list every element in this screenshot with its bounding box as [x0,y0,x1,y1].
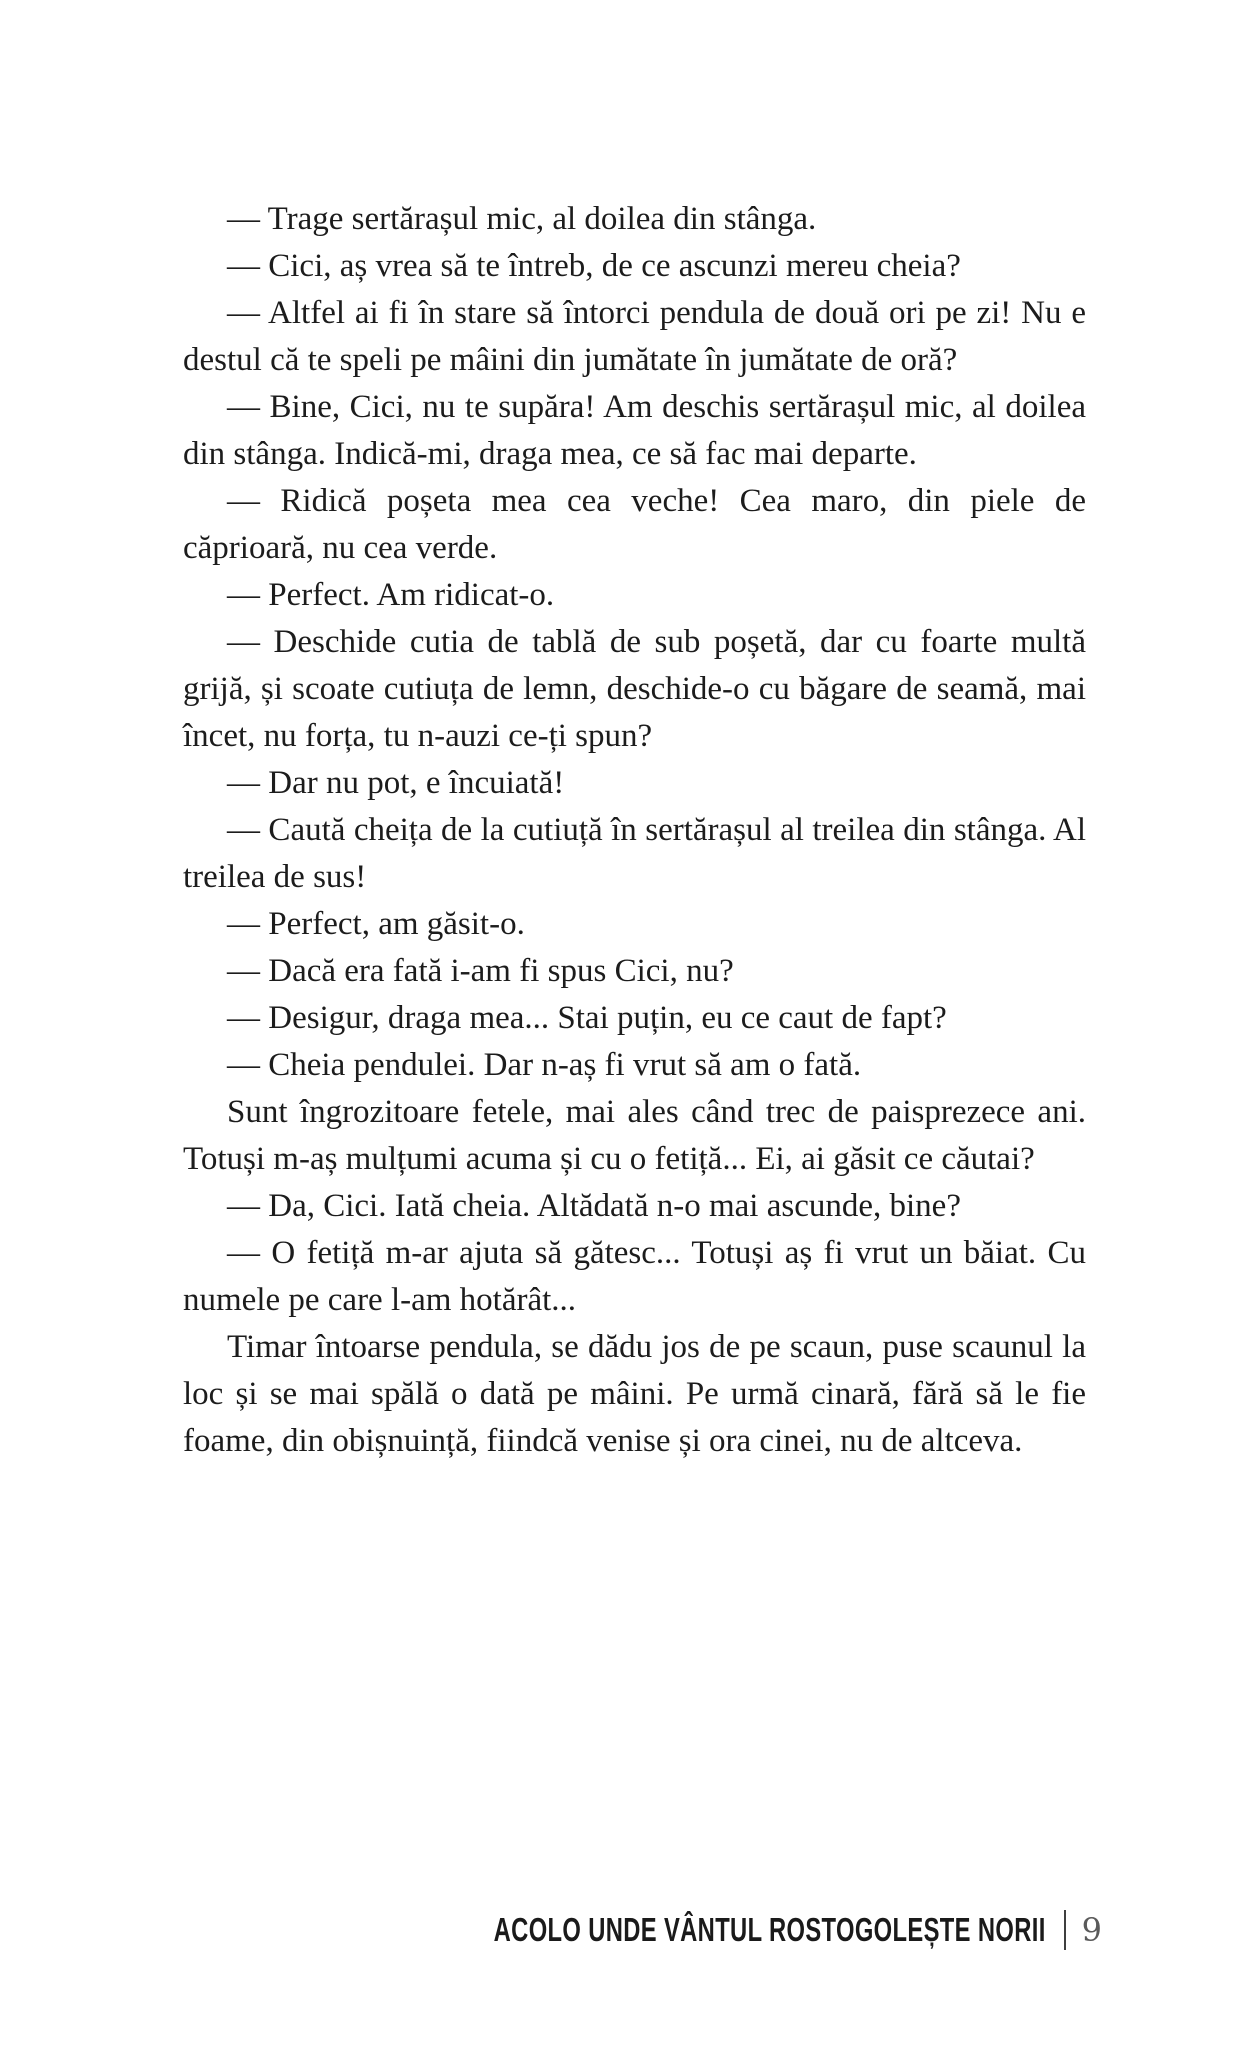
paragraph: — Dacă era fată i-am fi spus Cici, nu? [227,953,734,989]
paragraph: — Perfect, am găsit-o. [227,906,525,942]
paragraph: Timar întoarse pendula, se dădu jos de pe scaun, puse scaunul la loc și se mai spălă o dată pe mâini. Pe urmă cinară, fără să le fie foame, din obișnuință, fiindcă venise și ora cinei, nu de altceva. [183,1329,1086,1459]
running-title: ACOLO UNDE VÂNTUL ROSTOGOLEȘTE NORII [493,1911,1046,1948]
paragraph: — Cici, aș vrea să te întreb, de ce ascunzi mereu cheia? [227,248,961,284]
paragraph: — O fetiță m-ar ajuta să gătesc... Totuși aș fi vrut un băiat. Cu numele pe care l-am hotărât... [183,1235,1086,1318]
paragraph: — Ridică poșeta mea cea veche! Cea maro, din piele de căprioară, nu cea verde. [183,483,1086,566]
paragraph: — Altfel ai fi în stare să întorci pendula de două ori pe zi! Nu e destul că te speli pe mâini din jumătate în jumătate de oră? [183,295,1086,378]
paragraph: Sunt îngrozitoare fetele, mai ales când trec de paisprezece ani. Totuși m-aș mulțumi acuma și cu o fetiță... Ei, ai găsit ce căutai? [183,1094,1086,1177]
page-number: 9 [1081,1911,1102,1949]
paragraph: — Deschide cutia de tablă de sub poșetă, dar cu foarte multă grijă, și scoate cutiuța de lemn, deschide-o cu băgare de seamă, mai încet, nu forța, tu n-auzi ce-ți spun? [183,624,1086,754]
footer-divider [1064,1910,1066,1950]
page-text [183,196,1086,1465]
page-footer [279,1908,1102,1952]
paragraph: — Dar nu pot, e încuiată! [227,765,565,801]
paragraph: — Desigur, draga mea... Stai puțin, eu ce caut de fapt? [227,1000,947,1036]
paragraph: — Da, Cici. Iată cheia. Altădată n-o mai ascunde, bine? [227,1188,961,1224]
paragraph: — Caută cheița de la cutiuță în sertărașul al treilea din stânga. Al treilea de sus! [183,812,1086,895]
paragraph: — Trage sertărașul mic, al doilea din stânga. [227,201,817,237]
paragraph: — Cheia pendulei. Dar n-aș fi vrut să am o fată. [227,1047,862,1083]
paragraph: — Perfect. Am ridicat-o. [227,577,555,613]
paragraph: — Bine, Cici, nu te supăra! Am deschis sertărașul mic, al doilea din stânga. Indică-mi, draga mea, ce să fac mai departe. [183,389,1086,472]
